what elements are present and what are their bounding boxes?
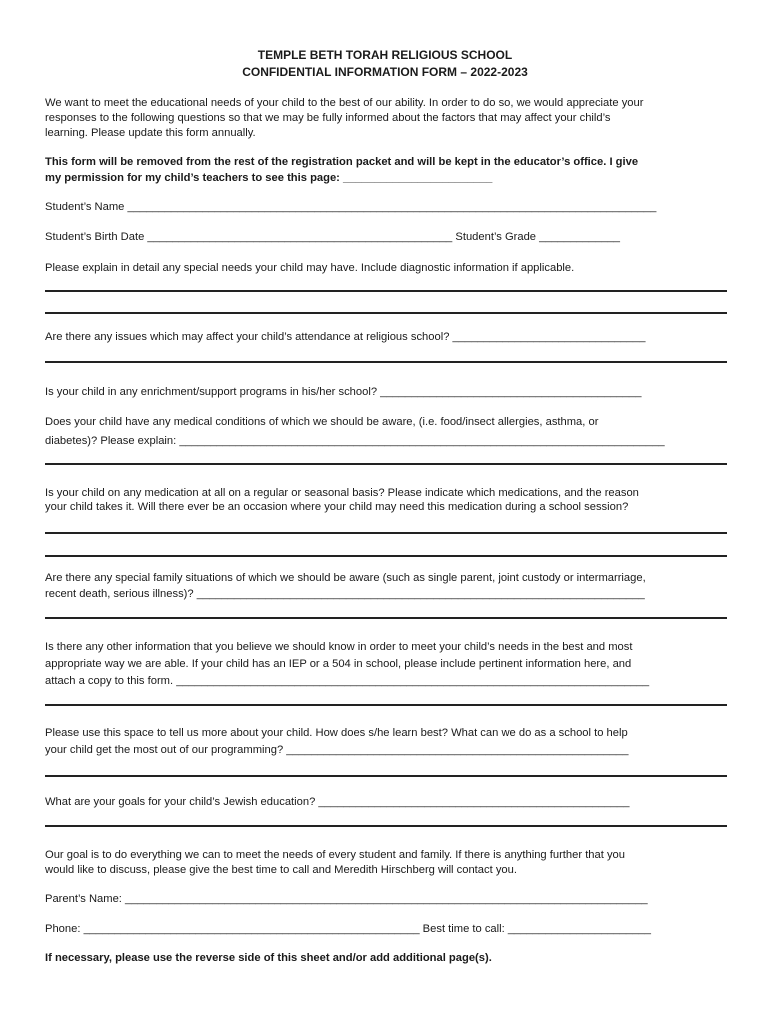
- medication-question-line-2: your child takes it. Will there ever be an occasion where your child may need this medication during a school session?: [45, 501, 629, 513]
- enrichment-question[interactable]: Is your child in any enrichment/support programs in his/her school? __________________________________________: [45, 386, 642, 398]
- form-title-line-2: CONFIDENTIAL INFORMATION FORM – 2022-2023: [242, 65, 528, 79]
- other-info-line-3[interactable]: attach a copy to this form. ____________________________________________________________________________: [45, 675, 650, 687]
- contact-note-line-2: would like to discuss, please give the best time to call and Meredith Hirschberg will contact you.: [45, 864, 517, 876]
- intro-line-3: learning. Please update this form annually.: [45, 127, 256, 139]
- intro-line-2: responses to the following questions so that we may be fully informed about the factors that may affect your child’s: [45, 112, 611, 124]
- medical-question-line-1: Does your child have any medical conditions of which we should be aware, (i.e. food/insect allergies, asthma, or: [45, 416, 599, 428]
- parent-name-field[interactable]: Parent’s Name: ____________________________________________________________________________________: [45, 893, 648, 905]
- learning-question-line-1: Please use this space to tell us more about your child. How does s/he learn best? What can we do as a school to help: [45, 727, 628, 739]
- form-title-line-1: TEMPLE BETH TORAH RELIGIOUS SCHOOL: [257, 48, 513, 62]
- answer-line[interactable]: [45, 775, 727, 777]
- family-question-line-2[interactable]: recent death, serious illness)? ________________________________________________________________________: [45, 588, 645, 600]
- answer-line[interactable]: [45, 361, 727, 363]
- intro-line-1: We want to meet the educational needs of your child to the best of our ability. In order to do so, we would appreciate your: [45, 97, 644, 109]
- learning-question-line-2[interactable]: your child get the most out of our programming? _______________________________________________________: [45, 744, 629, 756]
- other-info-line-1: Is there any other information that you believe we should know in order to meet your child’s needs in the best and most: [45, 641, 633, 653]
- answer-line[interactable]: [45, 617, 727, 619]
- contact-note-line-1: Our goal is to do everything we can to meet the needs of every student and family. If there is anything further that you: [45, 849, 626, 861]
- permission-line-1: This form will be removed from the rest of the registration packet and will be kept in the educator’s office. I give: [45, 156, 639, 168]
- permission-line-2: my permission for my child’s teachers to see this page: ________________________: [45, 172, 493, 184]
- answer-line[interactable]: [45, 704, 727, 706]
- student-name-field[interactable]: Student’s Name _____________________________________________________________________________________: [45, 201, 657, 213]
- family-question-line-1: Are there any special family situations of which we should be aware (such as single parent, joint custody or intermarriage,: [45, 572, 646, 584]
- birth-date-grade-field[interactable]: Student’s Birth Date _________________________________________________ Student’s Grade _____________: [45, 231, 621, 243]
- footer-note: If necessary, please use the reverse side of this sheet and/or add additional page(s).: [45, 952, 492, 964]
- goals-question[interactable]: What are your goals for your child’s Jewish education? __________________________________________________: [45, 796, 630, 808]
- answer-line[interactable]: [45, 312, 727, 314]
- other-info-line-2: appropriate way we are able. If your child has an IEP or a 504 in school, please include pertinent information here, and: [45, 658, 632, 670]
- attendance-question[interactable]: Are there any issues which may affect your child’s attendance at religious school? _______________________________: [45, 331, 646, 343]
- answer-line[interactable]: [45, 532, 727, 534]
- special-needs-question: Please explain in detail any special needs your child may have. Include diagnostic information if applicable.: [45, 262, 575, 274]
- answer-line[interactable]: [45, 825, 727, 827]
- answer-line[interactable]: [45, 555, 727, 557]
- phone-time-field[interactable]: Phone: ______________________________________________________ Best time to call: _______________________: [45, 923, 651, 935]
- medical-question-line-2[interactable]: diabetes)? Please explain: ______________________________________________________________________________: [45, 435, 665, 447]
- medication-question-line-1: Is your child on any medication at all on a regular or seasonal basis? Please indicate which medications, and the reason: [45, 487, 639, 499]
- answer-line[interactable]: [45, 463, 727, 465]
- answer-line[interactable]: [45, 290, 727, 292]
